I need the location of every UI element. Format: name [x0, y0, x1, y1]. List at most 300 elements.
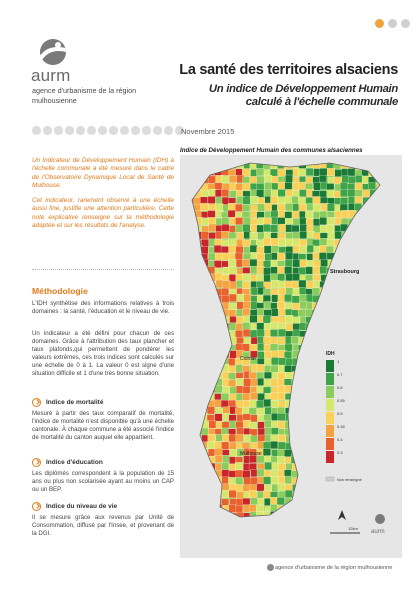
commune-cell [285, 476, 293, 484]
commune-cell [306, 168, 314, 176]
methodology-heading: Méthodologie [32, 286, 88, 296]
commune-cell [300, 301, 308, 309]
commune-cell [272, 351, 280, 359]
legend-title: IDH [326, 351, 335, 357]
commune-cell [207, 407, 215, 415]
commune-cell [264, 268, 272, 276]
commune-cell [286, 315, 294, 323]
commune-cell [222, 484, 230, 492]
commune-cell [292, 225, 300, 233]
commune-cell [257, 253, 265, 261]
commune-cell [278, 169, 286, 177]
commune-cell [277, 204, 285, 212]
commune-cell [236, 169, 244, 177]
legend-swatch [326, 425, 334, 437]
map-logo-text: aurm [371, 529, 385, 535]
commune-cell [263, 316, 271, 324]
commune-cell [285, 358, 293, 366]
commune-cell [257, 308, 265, 316]
commune-cell [257, 484, 265, 492]
commune-cell [340, 189, 348, 197]
arrow-circle-icon [32, 502, 41, 511]
commune-cell [279, 358, 287, 366]
legend-label: 0.4 [337, 437, 343, 442]
commune-cell [215, 455, 223, 463]
commune-cell [243, 379, 251, 387]
commune-cell [242, 393, 250, 401]
decorative-dot [375, 19, 384, 28]
commune-cell [257, 204, 265, 212]
commune-cell [236, 365, 244, 373]
commune-cell [270, 274, 278, 282]
dots-separator [32, 126, 184, 135]
section-text: Les diplômés correspondent à la population de 15 ans ou plus non scolarisée ayant au moins un CAP ou un BEP. [32, 470, 174, 493]
commune-cell [236, 434, 244, 442]
commune-cell [271, 190, 279, 198]
commune-cell [222, 224, 230, 232]
commune-cell [278, 189, 286, 197]
commune-cell [244, 294, 252, 302]
commune-cell [321, 259, 329, 267]
commune-cell [229, 471, 237, 479]
commune-cell [291, 336, 299, 344]
arrow-circle-icon [32, 458, 41, 467]
commune-cell [229, 245, 237, 253]
commune-cell [328, 232, 336, 240]
commune-cell [229, 442, 237, 450]
commune-cell [292, 281, 300, 289]
commune-cell [222, 231, 230, 239]
commune-cell [278, 483, 286, 491]
commune-cell [201, 232, 209, 240]
map-title: Indice de Développement Humain des communes alsaciennes [180, 147, 363, 154]
commune-cell [299, 267, 307, 275]
commune-cell [286, 239, 294, 247]
commune-cell [265, 462, 273, 470]
legend-swatch [326, 386, 334, 398]
commune-cell [279, 337, 287, 345]
commune-cell [284, 450, 292, 458]
commune-cell [313, 219, 321, 227]
commune-cell [264, 351, 272, 359]
commune-cell [355, 197, 363, 205]
commune-cell [236, 337, 244, 345]
commune-cell [221, 217, 229, 225]
commune-cell [229, 434, 237, 442]
commune-cell [270, 329, 278, 337]
logo-name: aurm [31, 66, 71, 85]
commune-cell [271, 309, 279, 317]
logo-subtitle: agence d'urbanisme de la région mulhousienne [32, 86, 137, 105]
commune-cell [228, 259, 236, 267]
commune-cell [216, 280, 224, 288]
commune-cell [270, 393, 278, 401]
intro-paragraph: Un Indicateur de Développement Humain (IDH) à l'échelle communale a été mesuré dans le cadre de l'Observatoire Dynamique Local de Santé de Mulhouse. [32, 157, 174, 189]
commune-cell [201, 203, 209, 211]
commune-cell [243, 224, 251, 232]
commune-cell [285, 260, 293, 268]
commune-cell [265, 203, 273, 211]
commune-cell [263, 442, 271, 450]
commune-cell [222, 490, 230, 498]
commune-cell [251, 196, 259, 204]
methodology-paragraph: Un indicateur a été défini pour chacun de ces domaines. Grâce à l'attribution des taux plancher et taux plafonds,qui permettent de pondérer les valeurs extrêmes, ces trois indices sont calculés sur une échelle de 0 à 1. La valeur 0 est signe d'une situation difficile et 1 d'une très bonne situation. [32, 330, 174, 377]
commune-cell [300, 225, 308, 233]
commune-cell [278, 197, 286, 205]
commune-cell [257, 408, 265, 416]
commune-cell [256, 505, 264, 512]
commune-cell [228, 358, 236, 366]
commune-cell [209, 204, 217, 212]
commune-cell [242, 204, 250, 212]
commune-cell [335, 170, 343, 178]
legend-swatch [326, 438, 334, 450]
commune-cell [230, 351, 238, 359]
commune-cell [201, 218, 209, 226]
commune-cell [298, 310, 306, 318]
commune-cell [278, 392, 286, 400]
commune-cell [235, 505, 243, 513]
divider [32, 269, 174, 270]
commune-cell [236, 470, 244, 478]
commune-cell [237, 232, 245, 240]
commune-cell [242, 259, 250, 267]
commune-cell [265, 428, 273, 436]
commune-cell [250, 400, 258, 408]
legend-swatch [326, 477, 334, 481]
commune-cell [243, 329, 251, 337]
commune-cell [243, 217, 251, 225]
commune-cell [334, 191, 342, 199]
commune-cell [368, 182, 376, 190]
commune-cell [270, 322, 278, 330]
commune-cell [236, 462, 244, 470]
commune-cell [313, 267, 321, 275]
commune-cell [209, 224, 217, 232]
intro-text [32, 157, 174, 237]
commune-cell [299, 280, 307, 288]
commune-cell [307, 245, 315, 253]
commune-cell [243, 273, 251, 281]
commune-cell [251, 288, 259, 296]
commune-cell [250, 232, 257, 240]
city-label: Strasbourg [330, 269, 360, 275]
commune-cell [313, 204, 321, 212]
commune-cell [242, 322, 250, 330]
commune-cell [228, 310, 236, 318]
commune-cell [278, 217, 286, 225]
commune-cell [236, 421, 244, 429]
commune-cell [326, 225, 334, 233]
commune-cell [277, 379, 285, 387]
subtitle-line-2: calculé à l'échelle communale [245, 95, 398, 108]
decorative-dot [388, 19, 397, 28]
commune-cell [221, 175, 229, 183]
commune-cell [250, 477, 258, 485]
commune-cell [235, 204, 243, 212]
commune-cell [257, 343, 265, 351]
commune-cell [215, 414, 223, 422]
commune-cell [236, 246, 244, 254]
commune-cell [313, 183, 321, 191]
commune-cell [270, 225, 278, 233]
commune-cell [264, 358, 272, 366]
commune-cell [312, 288, 320, 296]
commune-cell [319, 253, 327, 260]
commune-cell [236, 386, 244, 394]
subtitle-line-1: Un indice de Développement Humain [208, 83, 398, 95]
commune-cell [221, 288, 229, 296]
commune-cell [293, 303, 301, 311]
methodology-paragraph: L'IDH synthétise des informations relatives à trois domaines : la santé, l'éducation et le niveau de vie. [32, 300, 174, 315]
commune-cell [320, 168, 328, 176]
commune-cell [208, 449, 216, 457]
commune-cell [320, 217, 328, 225]
commune-cell [271, 476, 279, 484]
commune-cell [256, 168, 264, 176]
commune-cell [306, 267, 314, 275]
legend-label: 0.45 [337, 424, 345, 429]
commune-cell [270, 196, 278, 204]
commune-cell [242, 309, 250, 317]
commune-cell [229, 490, 237, 498]
commune-cell [249, 490, 257, 498]
commune-cell [264, 372, 272, 380]
commune-cell [264, 420, 272, 428]
commune-cell [272, 462, 280, 470]
commune-cell [292, 232, 300, 240]
commune-cell [278, 372, 286, 380]
legend-swatch [326, 373, 334, 385]
commune-cell [355, 190, 363, 198]
commune-cell [243, 302, 251, 310]
commune-cell [229, 323, 237, 331]
commune-cell [306, 281, 314, 289]
commune-cell [342, 176, 350, 184]
commune-cell [243, 471, 251, 479]
publication-date: Novembre 2015 [181, 127, 235, 136]
legend-swatch [326, 360, 334, 372]
commune-cell [271, 421, 279, 429]
commune-cell [264, 246, 272, 254]
commune-cell [209, 421, 217, 429]
commune-cell [216, 204, 224, 212]
commune-cell [293, 218, 301, 226]
commune-cell [242, 169, 250, 177]
commune-cell [229, 505, 237, 513]
commune-cell [348, 189, 356, 197]
commune-cell [229, 394, 237, 402]
commune-cell [265, 182, 273, 190]
commune-cell [257, 469, 265, 477]
commune-cell [215, 448, 223, 456]
commune-cell [286, 288, 294, 296]
commune-cell [271, 267, 279, 275]
commune-cell [250, 315, 257, 323]
commune-cell [249, 505, 257, 513]
commune-cell [256, 401, 264, 409]
commune-cell [270, 441, 278, 449]
commune-cell [270, 337, 278, 345]
commune-cell [229, 175, 237, 183]
commune-cell [208, 211, 216, 219]
commune-cell [257, 323, 265, 331]
commune-cell [222, 477, 230, 485]
commune-cell [278, 329, 286, 337]
section-heading: Indice du niveau de vie [32, 502, 117, 511]
commune-cell [279, 463, 287, 471]
legend-swatch [326, 451, 334, 463]
commune-cell [221, 393, 229, 401]
commune-cell [263, 491, 271, 499]
commune-cell [257, 364, 265, 372]
commune-cell [208, 217, 216, 225]
legend-note: Non renseigné [337, 478, 362, 482]
commune-cell [305, 211, 313, 219]
commune-cell [327, 239, 335, 247]
commune-cell [264, 275, 272, 283]
legend-label: 0.5 [337, 411, 343, 416]
commune-cell [292, 296, 300, 304]
commune-cell [278, 413, 286, 421]
commune-cell [278, 470, 286, 478]
commune-cell [263, 238, 271, 246]
commune-cell [208, 176, 216, 184]
commune-cell [250, 245, 258, 253]
commune-cell [285, 281, 293, 289]
commune-cell [320, 266, 328, 274]
commune-cell [236, 378, 244, 386]
commune-cell [242, 281, 250, 289]
commune-cell [327, 204, 335, 212]
commune-cell [278, 435, 286, 443]
commune-cell [285, 182, 293, 190]
commune-cell [242, 407, 250, 415]
commune-cell [235, 477, 243, 485]
commune-cell [286, 274, 294, 282]
commune-cell [271, 246, 279, 254]
commune-cell [277, 266, 285, 274]
commune-cell [216, 434, 224, 442]
commune-cell [285, 372, 293, 380]
idh-map [180, 155, 402, 558]
commune-cell [279, 224, 287, 232]
commune-cell [263, 224, 271, 232]
commune-cell [277, 253, 285, 261]
page-subtitle [150, 83, 398, 108]
legend-label: 1 [337, 359, 340, 364]
commune-cell [243, 386, 251, 394]
aurm-logo-icon [375, 514, 385, 524]
commune-cell [298, 197, 306, 205]
commune-cell [258, 428, 266, 436]
alsace-map [180, 155, 402, 558]
legend-label: 0.7 [337, 372, 343, 377]
commune-cell [277, 274, 285, 282]
commune-cell [257, 330, 265, 338]
commune-cell [271, 400, 279, 408]
commune-cell [326, 246, 334, 254]
commune-cell [284, 267, 292, 275]
commune-cell [271, 435, 279, 443]
commune-cell [355, 175, 363, 183]
commune-cell [271, 428, 279, 436]
commune-cell [221, 400, 229, 408]
commune-cell [299, 246, 307, 254]
legend-swatch [326, 399, 334, 411]
commune-cell [327, 217, 335, 225]
commune-cell [270, 344, 278, 352]
commune-cell [272, 280, 280, 288]
commune-cell [285, 175, 293, 183]
commune-cell [250, 225, 258, 233]
commune-cell [264, 175, 272, 183]
commune-cell [292, 211, 300, 219]
commune-cell [313, 197, 321, 205]
commune-cell [277, 497, 285, 505]
section-heading: Indice d'éducation [32, 458, 103, 467]
commune-cell [348, 168, 356, 176]
commune-cell [229, 294, 237, 302]
commune-cell [250, 330, 258, 338]
commune-cell [207, 442, 215, 450]
commune-cell [320, 238, 328, 246]
commune-cell [292, 273, 300, 281]
commune-cell [221, 189, 229, 197]
commune-cell [284, 294, 292, 302]
commune-cell [286, 203, 294, 211]
commune-cell [250, 392, 258, 400]
commune-cell [250, 266, 258, 274]
section-heading: Indice de mortalité [32, 398, 103, 407]
legend-swatch [326, 412, 334, 424]
commune-cell [243, 183, 251, 191]
decorative-dot [401, 19, 410, 28]
commune-cell [285, 490, 293, 498]
page-title: La santé des territoires alsaciens [179, 62, 398, 78]
commune-cell [292, 196, 300, 204]
commune-cell [278, 442, 286, 450]
commune-cell [235, 253, 243, 261]
commune-cell [229, 267, 237, 275]
commune-cell [208, 196, 216, 204]
commune-cell [264, 379, 272, 387]
commune-cell [223, 407, 231, 415]
commune-cell [222, 296, 230, 304]
commune-cell [215, 253, 223, 261]
legend-label: 0.3 [337, 450, 343, 455]
commune-cell [319, 175, 327, 183]
commune-cell [270, 497, 278, 505]
commune-cell [257, 267, 265, 275]
legend-label: 0.6 [337, 385, 343, 390]
commune-cell [298, 182, 306, 190]
commune-cell [278, 308, 286, 316]
city-label: Mulhouse [240, 451, 262, 457]
footer-text: agence d'urbanisme de la région mulhousienne [275, 565, 393, 571]
commune-cell [244, 478, 252, 486]
aurm-logo-icon [267, 564, 274, 571]
commune-cell [243, 240, 251, 248]
commune-cell [228, 210, 236, 218]
commune-cell [271, 357, 279, 365]
section-text: Il se mesure grâce aux revenus par Unité de Consommation, diffusé par l'Insee, et provenant de la DGI. [32, 514, 174, 537]
commune-cell [299, 204, 307, 212]
commune-cell [214, 400, 222, 408]
commune-cell [243, 197, 251, 205]
commune-cell [285, 196, 293, 204]
commune-cell [250, 415, 258, 423]
